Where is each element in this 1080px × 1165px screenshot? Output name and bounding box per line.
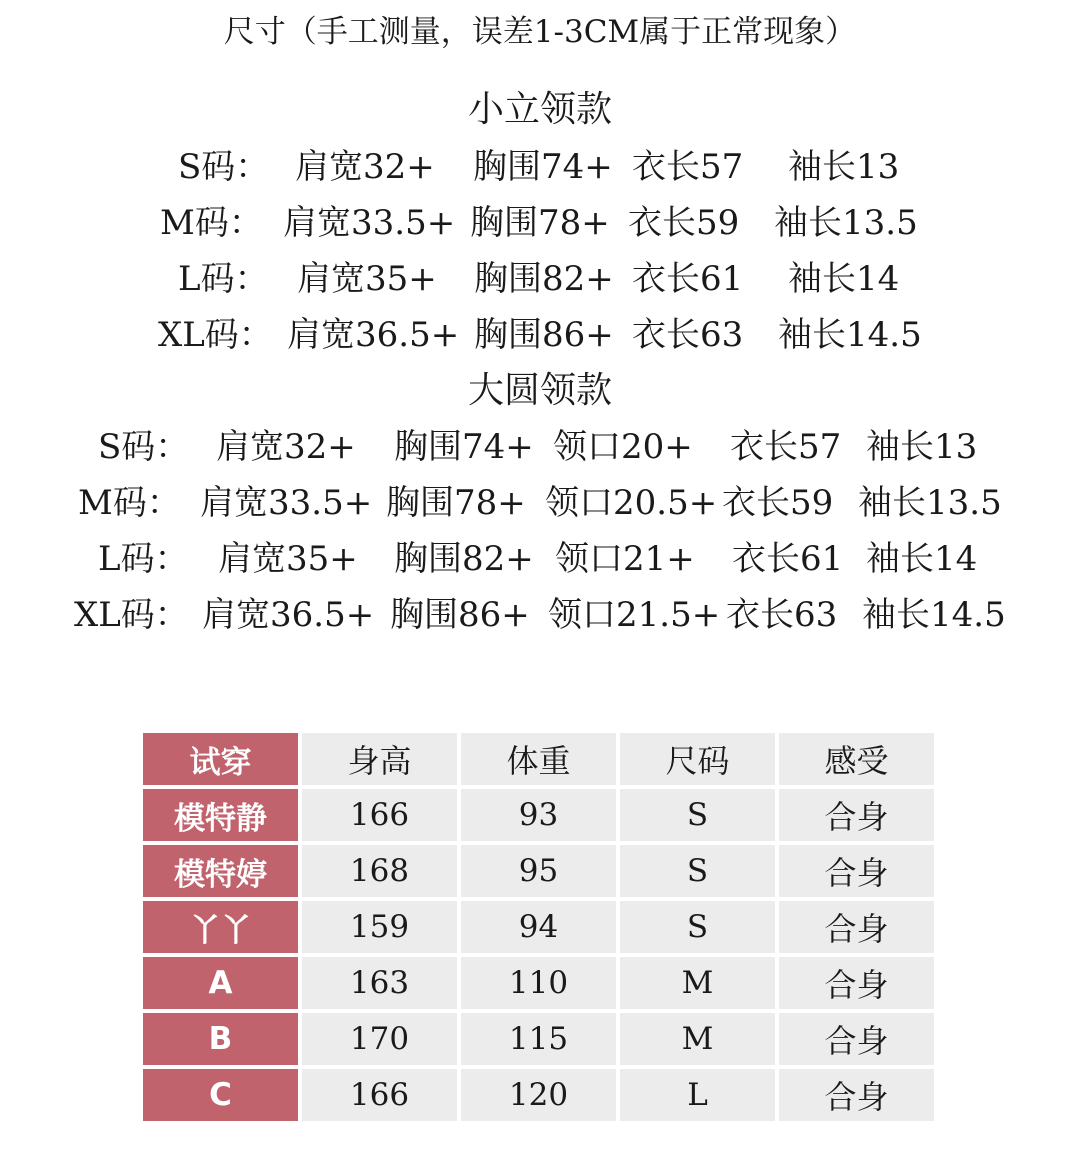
table-row [143,1069,934,1121]
feel-cell: 合身 [779,845,934,897]
sleeve-length: 袖长13.5 [774,203,918,243]
section-title-round-collar: 大圆领款 [467,370,612,411]
sleeve-length: 袖长13 [866,427,978,467]
chest-size: 胸围74+ [473,147,613,187]
size-label: M码： [78,483,181,523]
size-row-round-m [0,478,1080,528]
size-label: S码： [178,147,270,187]
sleeve-length: 袖长13 [788,147,900,187]
height-cell: 168 [302,845,457,897]
shoulder-width: 肩宽32+ [295,147,435,187]
height-cell: 166 [302,1069,457,1121]
shoulder-width: 肩宽33.5+ [200,483,373,523]
height-cell: 166 [302,789,457,841]
shoulder-width: 肩宽33.5+ [283,203,456,243]
weight-cell: 94 [461,901,616,953]
shoulder-width: 肩宽35+ [218,539,358,579]
weight-cell: 95 [461,845,616,897]
sleeve-length: 袖长14.5 [778,315,922,355]
model-name: 模特婷 [143,845,298,897]
height-cell: 170 [302,1013,457,1065]
section-title-stand-collar: 小立领款 [467,89,612,130]
neckline-size: 领口21+ [555,539,695,579]
size-note-header: 尺寸（手工测量，误差1-3CM属于正常现象） [223,14,857,50]
size-cell: S [620,789,775,841]
sleeve-length: 袖长14 [866,539,978,579]
sleeve-length: 袖长14 [788,259,900,299]
column-header-size: 尺码 [620,733,775,785]
shoulder-width: 肩宽35+ [297,259,437,299]
garment-length: 衣长59 [722,483,834,523]
size-label: L码： [178,259,269,299]
sleeve-length: 袖长13.5 [858,483,1002,523]
model-name: 模特静 [143,789,298,841]
table-header-row [143,733,934,785]
size-label: XL码： [74,595,189,635]
size-row-round-l [0,534,1080,584]
size-row-stand-l [0,254,1080,304]
size-label: M码： [160,203,263,243]
model-name: 丫丫 [143,901,298,953]
garment-length: 衣长61 [632,259,744,299]
neckline-size: 领口21.5+ [548,595,721,635]
column-header-height: 身高 [302,733,457,785]
shoulder-width: 肩宽36.5+ [202,595,375,635]
neckline-size: 领口20.5+ [545,483,718,523]
size-label: S码： [98,427,190,467]
size-cell: S [620,845,775,897]
column-header-trial: 试穿 [143,733,298,785]
shoulder-width: 肩宽36.5+ [287,315,460,355]
size-cell: S [620,901,775,953]
table-row [143,1013,934,1065]
feel-cell: 合身 [779,957,934,1009]
shoulder-width: 肩宽32+ [216,427,356,467]
garment-length: 衣长63 [632,315,744,355]
height-cell: 163 [302,957,457,1009]
column-header-feel: 感受 [779,733,934,785]
model-name: B [143,1013,298,1065]
neckline-size: 领口20+ [553,427,693,467]
feel-cell: 合身 [779,901,934,953]
table-row [143,957,934,1009]
column-header-weight: 体重 [461,733,616,785]
weight-cell: 110 [461,957,616,1009]
chest-size: 胸围82+ [474,259,614,299]
feel-cell: 合身 [779,1013,934,1065]
table-row [143,845,934,897]
chest-size: 胸围74+ [394,427,534,467]
table-row [143,901,934,953]
garment-length: 衣长57 [632,147,744,187]
chest-size: 胸围82+ [394,539,534,579]
size-row-stand-m [0,198,1080,248]
sleeve-length: 袖长14.5 [862,595,1006,635]
weight-cell: 115 [461,1013,616,1065]
chest-size: 胸围86+ [390,595,530,635]
feel-cell: 合身 [779,789,934,841]
size-cell: L [620,1069,775,1121]
size-label: L码： [98,539,189,579]
size-row-round-s [0,422,1080,472]
size-row-round-xl [0,590,1080,640]
garment-length: 衣长59 [628,203,740,243]
model-name: C [143,1069,298,1121]
weight-cell: 93 [461,789,616,841]
size-cell: M [620,957,775,1009]
garment-length: 衣长63 [726,595,838,635]
chest-size: 胸围78+ [470,203,610,243]
model-name: A [143,957,298,1009]
size-label: XL码： [158,315,273,355]
garment-length: 衣长61 [732,539,844,579]
feel-cell: 合身 [779,1069,934,1121]
size-cell: M [620,1013,775,1065]
chest-size: 胸围86+ [474,315,614,355]
height-cell: 159 [302,901,457,953]
table-row [143,789,934,841]
fit-test-table [139,729,938,1125]
size-row-stand-xl [0,310,1080,360]
chest-size: 胸围78+ [386,483,526,523]
weight-cell: 120 [461,1069,616,1121]
garment-length: 衣长57 [730,427,842,467]
size-row-stand-s [0,142,1080,192]
